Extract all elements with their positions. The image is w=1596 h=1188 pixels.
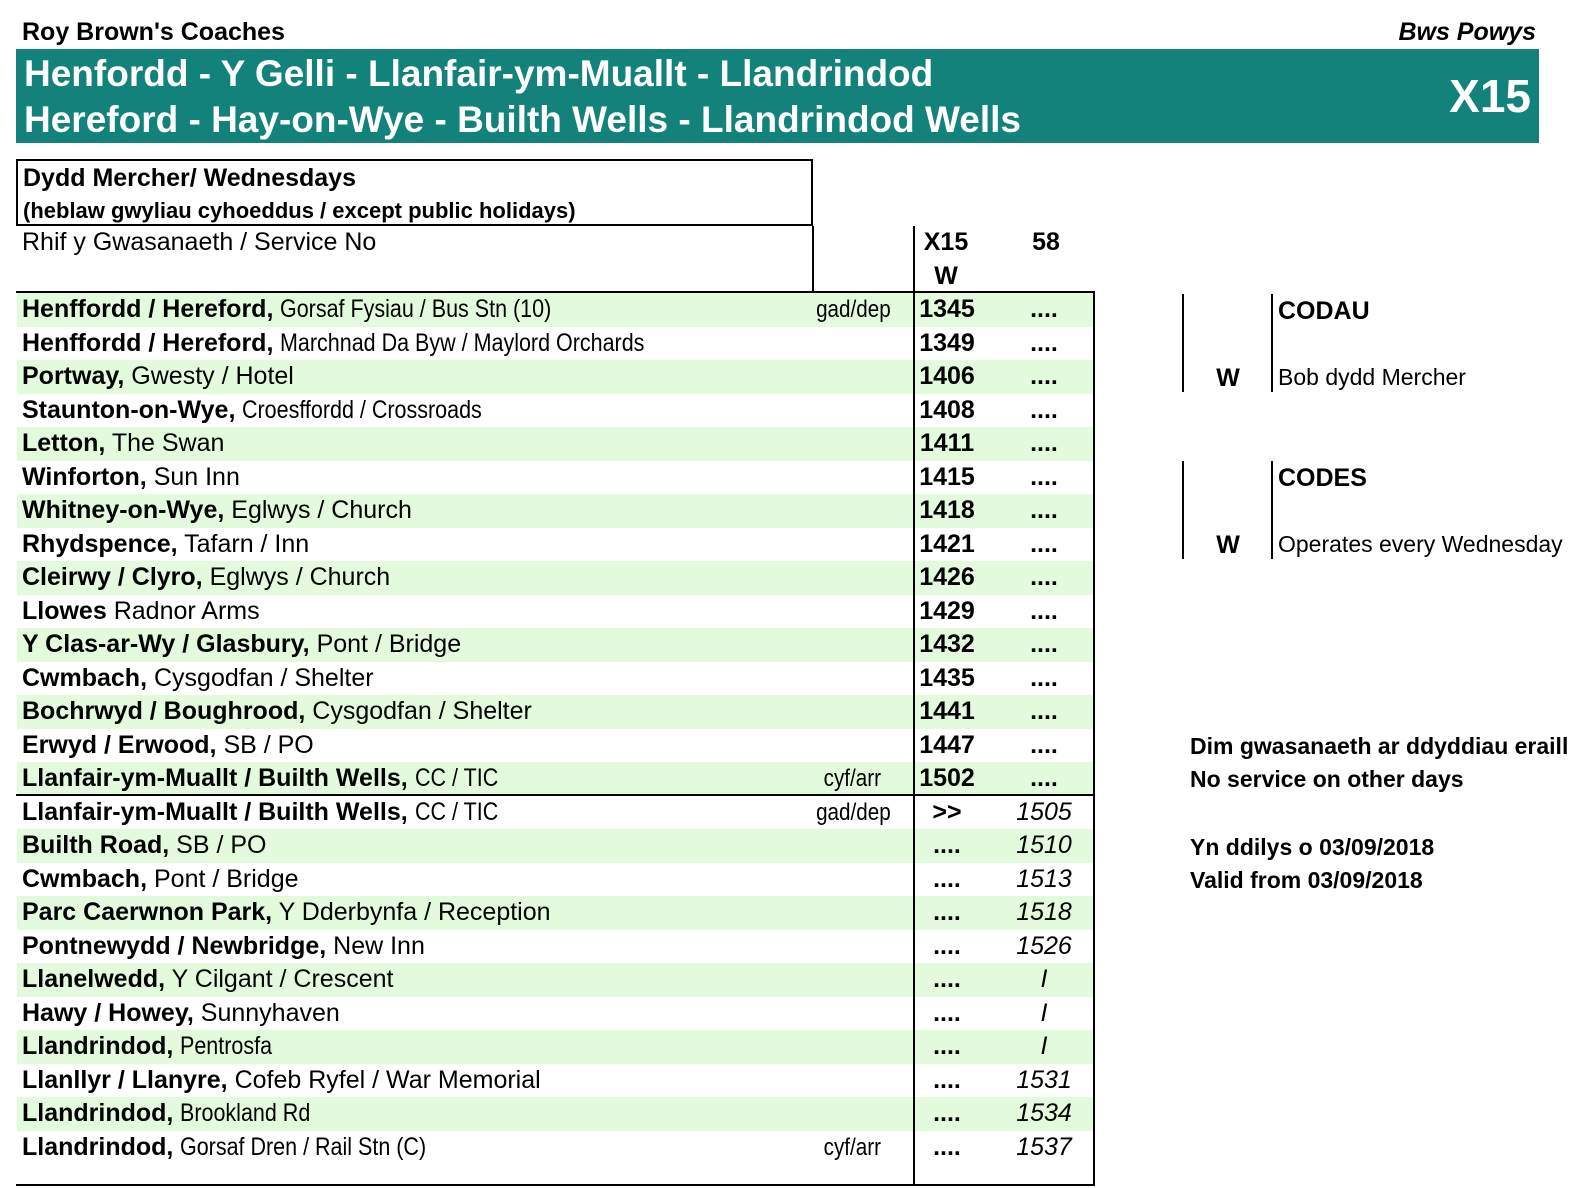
time-x15: 1411: [919, 429, 975, 457]
stop-name: [22, 898, 551, 927]
stop-place: Parc Caerwnon Park,: [22, 898, 273, 926]
time-58: ....: [1030, 362, 1058, 390]
stop-note-text: gad/dep: [816, 296, 891, 323]
table-row: [17, 628, 1094, 662]
stop-place: Llanelwedd,: [22, 965, 166, 993]
stop-note: [810, 1067, 894, 1095]
stop-detail: Cysgodfan / Shelter: [312, 697, 532, 725]
time-x15: 1421: [919, 529, 975, 558]
table-row: [17, 1131, 1094, 1165]
time-x15: 1415: [919, 462, 975, 491]
stop-note: [810, 564, 894, 592]
time-58: ....: [1030, 529, 1058, 558]
stop-note: [810, 732, 894, 760]
stop-detail: Y Cilgant / Crescent: [171, 965, 394, 993]
stop-name: [22, 295, 596, 324]
table-row: [17, 829, 1094, 863]
stop-detail: Pont / Bridge: [153, 864, 299, 893]
table-row: [17, 729, 1094, 763]
time-58: ....: [1030, 563, 1058, 591]
stop-detail: Tafarn / Inn: [184, 529, 310, 558]
stop-note: [810, 966, 894, 994]
stop-note: [810, 933, 894, 961]
table-row: [17, 796, 1094, 830]
table-row: [17, 427, 1094, 461]
stop-place: Henffordd / Hereford,: [22, 295, 274, 323]
codes-welsh-left-line: [1182, 294, 1184, 392]
operating-days-title: Dydd Mercher/ Wednesdays: [23, 164, 356, 192]
stop-place: Cleirwy / Clyro,: [22, 563, 203, 591]
stop-note: [810, 799, 894, 827]
table-row: [17, 360, 1094, 394]
brand-name: Bws Powys: [1398, 18, 1536, 46]
time-x15: ....: [933, 998, 961, 1027]
stop-name: [22, 630, 461, 659]
stop-name: [22, 1099, 332, 1128]
table-row: [17, 963, 1094, 997]
stop-detail: Brookland Rd: [180, 1099, 311, 1127]
time-x15: ....: [933, 931, 961, 960]
route-title-english: Hereford - Hay-on-Wye - Builth Wells - Llandrindod Wells: [24, 99, 1022, 140]
stop-place: Bochrwyd / Boughrood,: [22, 697, 306, 725]
time-58: 1526: [1016, 931, 1072, 960]
stop-place: Llanfair-ym-Muallt / Builth Wells,: [22, 764, 408, 792]
stop-place: Rhydspence,: [22, 529, 178, 558]
time-x15: ....: [933, 1032, 961, 1060]
stop-place: Portway,: [22, 362, 125, 390]
time-x15: 1349: [919, 328, 975, 357]
stop-detail: CC / TIC: [414, 764, 498, 792]
stop-name: [22, 865, 299, 894]
service-header-x15: X15: [923, 228, 969, 256]
stop-name: [22, 1066, 541, 1095]
stop-note: [810, 1134, 894, 1162]
table-row: [17, 528, 1094, 562]
time-x15: ....: [933, 898, 961, 926]
stop-note: [810, 866, 894, 894]
stop-place: Letton,: [22, 429, 106, 457]
stop-detail: Marchnad Da Byw / Maylord Orchards: [280, 328, 645, 357]
stop-name: [22, 1032, 287, 1061]
stop-name: [22, 329, 704, 358]
stop-name: [22, 396, 521, 425]
table-row: [17, 461, 1094, 495]
table-row: [17, 1030, 1094, 1064]
stop-note: [810, 497, 894, 525]
table-row: [17, 930, 1094, 964]
stop-note-text: gad/dep: [816, 798, 891, 826]
stop-note: [810, 430, 894, 458]
time-x15: ....: [933, 965, 961, 993]
stop-name: [22, 764, 511, 793]
time-58: ....: [1030, 663, 1058, 692]
stop-detail: Y Dderbynfa / Reception: [278, 898, 551, 926]
route-banner: [16, 49, 1539, 143]
time-x15: 1429: [919, 596, 975, 625]
stop-detail: SB / PO: [223, 730, 314, 759]
stop-place: Staunton-on-Wye,: [22, 395, 236, 424]
stop-name: [22, 798, 511, 827]
time-x15: 1432: [919, 630, 975, 658]
stop-note: [810, 296, 894, 324]
time-58: ....: [1030, 764, 1058, 792]
stop-place: Y Clas-ar-Wy / Glasbury,: [22, 630, 310, 658]
time-58: I: [1040, 998, 1048, 1027]
stop-place: Cwmbach,: [22, 663, 148, 692]
time-58: ....: [1030, 328, 1058, 357]
divider-note-column: [812, 226, 814, 292]
stop-note: [810, 1033, 894, 1061]
time-58: ....: [1030, 697, 1058, 725]
stop-note: [810, 598, 894, 626]
stop-note: [810, 363, 894, 391]
stop-name: [22, 530, 309, 559]
stop-detail: Croesffordd / Crossroads: [242, 395, 483, 424]
codes-english-letter: W: [1216, 531, 1240, 559]
table-row: [17, 494, 1094, 528]
divider-table-bottom: [16, 1184, 1095, 1186]
service-number-label: Rhif y Gwasanaeth / Service No: [22, 228, 377, 256]
table-row: [17, 863, 1094, 897]
stop-note: [810, 765, 894, 793]
stop-note: [810, 397, 894, 425]
stop-place: Erwyd / Erwood,: [22, 730, 217, 759]
time-x15: ....: [933, 1132, 961, 1161]
stop-detail: Eglwys / Church: [209, 563, 391, 591]
time-x15: 1345: [919, 295, 975, 323]
stop-note: [810, 464, 894, 492]
stop-detail: The Swan: [111, 429, 225, 457]
time-58: 1537: [1016, 1132, 1072, 1161]
codes-welsh-description: Bob dydd Mercher: [1278, 364, 1466, 390]
stop-note: [810, 665, 894, 693]
stop-name: [22, 429, 224, 458]
stop-detail: Sun Inn: [153, 462, 240, 491]
stop-detail: CC / TIC: [414, 797, 498, 826]
stop-detail: Eglwys / Church: [231, 496, 412, 524]
route-title-welsh: Henfordd - Y Gelli - Llanfair-ym-Muallt - Llandrindod: [24, 53, 934, 94]
stop-detail: Pont / Bridge: [316, 630, 462, 658]
service-header-58: 58: [1032, 228, 1060, 256]
stop-note: [810, 698, 894, 726]
stop-place: Llandrindod,: [22, 1032, 174, 1060]
stop-name: [22, 597, 260, 626]
stop-note: [810, 631, 894, 659]
valid-from-welsh: Yn ddilys o 03/09/2018: [1190, 834, 1435, 860]
time-58: ....: [1030, 295, 1058, 323]
codes-english-mid-line: [1271, 461, 1273, 559]
time-x15: ....: [933, 1099, 961, 1127]
stop-detail: Cysgodfan / Shelter: [153, 663, 374, 692]
time-x15: 1447: [919, 730, 975, 759]
stop-name: [22, 831, 266, 860]
stop-detail: Radnor Arms: [113, 596, 260, 625]
codes-english-title: CODES: [1278, 464, 1367, 492]
stop-name: [22, 362, 294, 391]
stop-note: [810, 531, 894, 559]
codes-english-left-line: [1182, 461, 1184, 559]
stop-note: [810, 330, 894, 358]
time-58: I: [1040, 1032, 1048, 1060]
codes-welsh-mid-line: [1271, 294, 1273, 392]
time-58: I: [1040, 965, 1048, 993]
stop-place: Winforton,: [22, 462, 147, 491]
codes-english-description: Operates every Wednesday: [1278, 531, 1563, 557]
stop-name: [22, 697, 532, 726]
operator-name: Roy Brown's Coaches: [22, 18, 285, 46]
time-58: 1505: [1016, 797, 1072, 826]
stop-place: Llanllyr / Llanyre,: [22, 1065, 228, 1094]
time-58: ....: [1030, 496, 1058, 524]
stop-detail: New Inn: [333, 931, 425, 960]
no-service-welsh: Dim gwasanaeth ar ddyddiau eraill: [1190, 733, 1569, 759]
stop-place: Builth Road,: [22, 831, 170, 859]
time-58: ....: [1030, 395, 1058, 424]
stop-note: [810, 1100, 894, 1128]
stop-place: Llowes: [22, 596, 107, 625]
divider-table-right: [1093, 291, 1095, 1186]
stop-detail: Gwesty / Hotel: [131, 362, 294, 390]
table-row: [17, 1097, 1094, 1131]
stop-name: [22, 496, 412, 525]
table-row: [17, 997, 1094, 1031]
table-row: [17, 896, 1094, 930]
stop-place: Pontnewydd / Newbridge,: [22, 931, 327, 960]
table-row: [17, 762, 1094, 796]
divider-builth-change: [16, 794, 1095, 796]
stop-name: [22, 1133, 467, 1162]
time-58: ....: [1030, 429, 1058, 457]
stop-detail: SB / PO: [176, 831, 267, 859]
operating-days-box: [16, 159, 813, 226]
stop-place: Hawy / Howey,: [22, 998, 194, 1027]
stop-detail: Gorsaf Dren / Rail Stn (C): [180, 1132, 427, 1161]
valid-from-english: Valid from 03/09/2018: [1190, 867, 1423, 893]
stop-name: [22, 664, 374, 693]
stop-note: [810, 832, 894, 860]
time-x15: ....: [933, 1065, 961, 1094]
stop-name: [22, 731, 314, 760]
time-x15: 1408: [919, 395, 975, 424]
table-row: [17, 394, 1094, 428]
time-x15: 1418: [919, 496, 975, 524]
service-code-x15: W: [934, 262, 958, 290]
time-x15: ....: [933, 864, 961, 893]
time-58: 1534: [1016, 1099, 1072, 1127]
stop-detail: Cofeb Ryfel / War Memorial: [234, 1065, 541, 1094]
stop-place: Llandrindod,: [22, 1099, 174, 1127]
stop-name: [22, 932, 425, 961]
stop-name: [22, 965, 393, 994]
stop-place: Henffordd / Hereford,: [22, 328, 274, 357]
stop-detail: Pentrosfa: [180, 1032, 273, 1060]
time-58: 1510: [1016, 831, 1072, 859]
no-service-english: No service on other days: [1190, 766, 1464, 792]
codes-welsh-title: CODAU: [1278, 297, 1370, 325]
divider-time-column: [913, 226, 915, 1186]
stop-detail: Sunnyhaven: [200, 998, 340, 1027]
time-x15: 1435: [919, 663, 975, 692]
divider-header-bottom: [16, 291, 1095, 293]
stop-note-text: cyf/arr: [823, 1133, 881, 1161]
table-row: [17, 695, 1094, 729]
time-x15: 1406: [919, 362, 975, 390]
time-58: ....: [1030, 730, 1058, 759]
stop-detail: Gorsaf Fysiau / Bus Stn (10): [280, 295, 552, 323]
stop-place: Cwmbach,: [22, 864, 148, 893]
operating-days-subtitle: (heblaw gwyliau cyhoeddus / except public holidays): [23, 198, 576, 223]
table-row: [17, 662, 1094, 696]
time-x15: ....: [933, 831, 961, 859]
time-x15: 1502: [919, 764, 975, 792]
stop-name: [22, 463, 240, 492]
table-row: [17, 1064, 1094, 1098]
time-x15: >>: [932, 797, 962, 826]
stop-place: Whitney-on-Wye,: [22, 496, 225, 524]
time-58: 1531: [1016, 1065, 1072, 1094]
table-row: [17, 561, 1094, 595]
time-58: 1518: [1016, 898, 1072, 926]
time-58: ....: [1030, 462, 1058, 491]
stop-note: [810, 899, 894, 927]
stop-note-text: cyf/arr: [823, 765, 881, 792]
table-row: [17, 293, 1094, 327]
time-x15: 1426: [919, 563, 975, 591]
stop-place: Llanfair-ym-Muallt / Builth Wells,: [22, 797, 408, 826]
table-row: [17, 595, 1094, 629]
codes-welsh-letter: W: [1216, 364, 1240, 392]
stop-name: [22, 563, 390, 592]
stop-name: [22, 999, 340, 1028]
route-number: X15: [1449, 70, 1531, 122]
time-58: ....: [1030, 630, 1058, 658]
time-58: 1513: [1016, 864, 1072, 893]
stop-place: Llandrindod,: [22, 1132, 174, 1161]
time-x15: 1441: [919, 697, 975, 725]
stop-note: [810, 1000, 894, 1028]
time-58: ....: [1030, 596, 1058, 625]
table-row: [17, 327, 1094, 361]
